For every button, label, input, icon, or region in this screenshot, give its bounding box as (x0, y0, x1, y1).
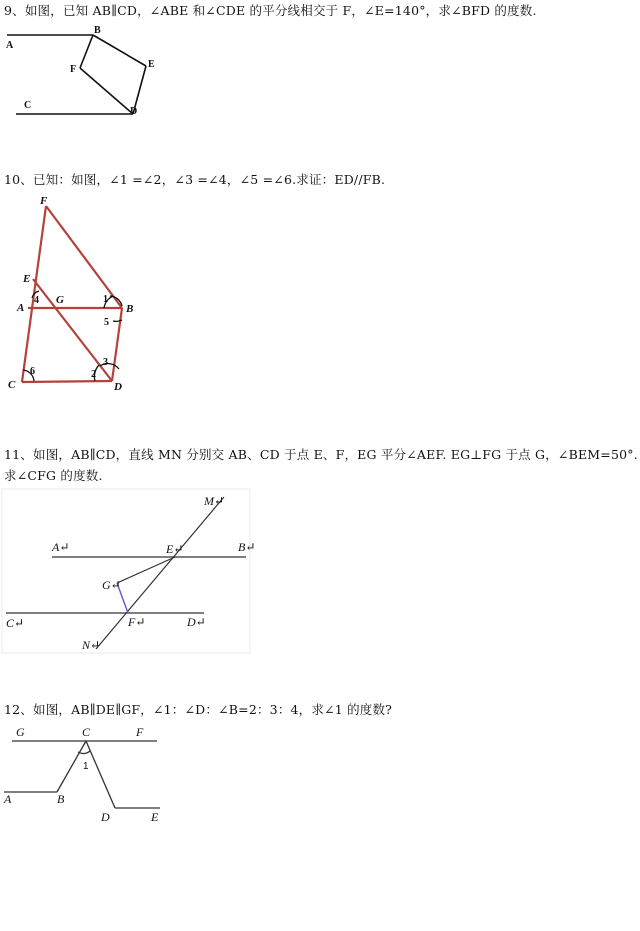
fig11-label-D: D↵ (187, 615, 206, 629)
fig12-label-F: F (136, 725, 144, 739)
fig11-label-A: A↵ (52, 540, 70, 554)
fig10-label-6: 6 (30, 366, 35, 377)
fig9-label-A: A (6, 40, 14, 51)
fig10-label-3: 3 (103, 357, 108, 368)
figure-10 (0, 190, 160, 400)
fig9-label-E: E (148, 59, 155, 70)
fig12-label-A: A (4, 792, 12, 806)
figure-12 (0, 720, 170, 830)
fig9-label-C: C (24, 100, 32, 111)
fig10-label-1: 1 (103, 294, 108, 305)
fig11-label-F: F↵ (128, 615, 146, 629)
figure-9 (0, 20, 180, 125)
fig11-label-M: M↵ (204, 494, 225, 508)
fig12-label-G: G (16, 725, 25, 739)
fig10-label-B: B (126, 303, 134, 315)
fig11-label-E: E↵ (166, 542, 184, 556)
fig12-label-C: C (82, 725, 91, 739)
fig12-label-D: D (101, 810, 110, 824)
fig9-label-F: F (70, 64, 77, 75)
problem-9-text: 9、如图，已知 AB∥CD，∠ABE 和∠CDE 的平分线相交于 F，∠E=140°，求∠BFD 的度数. (4, 3, 537, 18)
fig11-label-N: N↵ (82, 638, 101, 652)
problem-10-text: 10、已知：如图，∠1 =∠2，∠3 =∠4，∠5 =∠6.求证：ED//FB. (4, 172, 386, 187)
figure-11 (0, 487, 260, 657)
problem-11-text-line2: 求∠CFG 的度数. (4, 468, 103, 483)
fig11-label-C: C↵ (6, 616, 25, 630)
fig10-label-5: 5 (104, 317, 109, 328)
fig10-label-E: E (23, 273, 31, 285)
fig10-label-A: A (17, 302, 25, 314)
fig12-label-E: E (151, 810, 159, 824)
fig10-label-4: 4 (34, 295, 39, 306)
fig11-label-G: G↵ (102, 578, 121, 592)
fig10-label-D: D (114, 381, 122, 393)
fig11-label-B: B↵ (238, 540, 256, 554)
fig9-label-D: D (130, 106, 138, 117)
problem-12-text: 12、如图，AB∥DE∥GF，∠1：∠D：∠B=2：3：4，求∠1 的度数? (4, 702, 393, 717)
fig10-label-F: F (40, 195, 48, 207)
fig10-label-G: G (56, 294, 64, 306)
fig10-label-2: 2 (91, 369, 96, 380)
fig12-label-1: 1 (83, 761, 89, 772)
fig12-label-B: B (57, 792, 65, 806)
problem-11-text-line1: 11、如图，AB∥CD，直线 MN 分别交 AB、CD 于点 E、F，EG 平分∠AEF. EG⊥FG 于点 G，∠BEM=50°. (4, 447, 638, 462)
fig9-label-B: B (94, 25, 101, 36)
fig10-label-C: C (8, 379, 16, 391)
